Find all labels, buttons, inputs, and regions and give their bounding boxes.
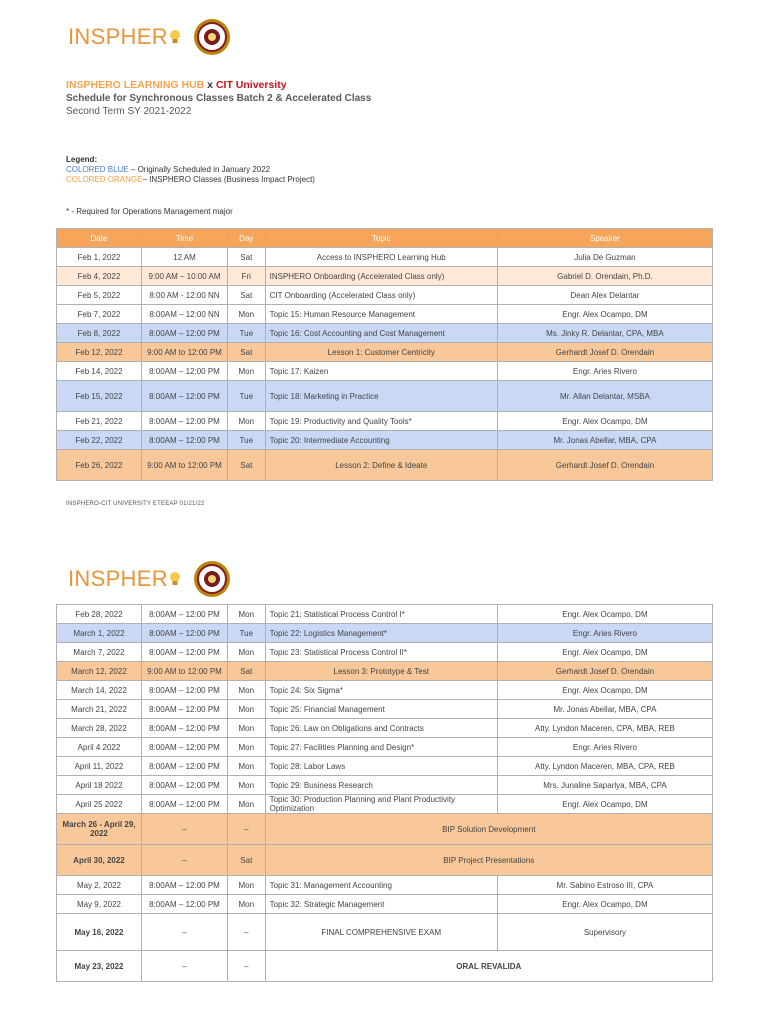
cell-time: 8:00AM – 12:00 PM [141,362,227,381]
cell-topic: Topic 24: Six Sigma* [265,681,497,700]
cell-time: 12 AM [141,248,227,267]
cell-date: Feb 14, 2022 [57,362,142,381]
cell-speaker: Atty. Lyndon Maceren, CPA, MBA, REB [497,719,712,738]
cell-topic: Topic 26: Law on Obligations and Contracts [265,719,497,738]
table-row [57,895,713,914]
cell-speaker: Engr. Alex Ocampo, DM [497,605,712,624]
legend-blue-desc: – Originally Scheduled in January 2022 [128,165,271,174]
cell-time: 8:00AM – 12:00 PM [141,795,227,814]
legend-orange-desc: – INSPHERO Classes (Business Impact Project) [142,175,315,184]
cell-date: April 4 2022 [57,738,142,757]
cell-time: 8:00AM – 12:00 NN [141,305,227,324]
cell-topic: Topic 32: Strategic Management [265,895,497,914]
column-header-topic: Topic [265,229,497,248]
header-x: x [204,79,216,91]
cell-time: 8:00AM – 12:00 PM [141,700,227,719]
cell-topic: Topic 31: Management Accounting [265,876,497,895]
cit-university-seal [193,560,231,598]
cell-date: Feb 28, 2022 [57,605,142,624]
cell-day: Mon [227,757,265,776]
legend-blue-key: COLORED BLUE [66,165,129,174]
cell-speaker: Engr. Alex Ocampo, DM [497,643,712,662]
legend [66,155,315,185]
lightbulb-icon [169,571,181,587]
cell-date: Feb 4, 2022 [57,267,142,286]
table-row [57,343,713,362]
cell-time: 8:00AM – 12:00 PM [141,757,227,776]
table-row [57,362,713,381]
table-row [57,738,713,757]
cell-day: Sat [227,845,265,876]
cell-topic: Topic 29: Business Research [265,776,497,795]
cell-topic: Topic 16: Cost Accounting and Cost Management [265,324,497,343]
cell-date: Feb 21, 2022 [57,412,142,431]
table-row [57,876,713,895]
legend-orange-entry [66,175,315,185]
cell-day: Mon [227,876,265,895]
cell-day: Sat [227,662,265,681]
cell-speaker: Engr. Aries Rivero [497,624,712,643]
lightbulb-icon [169,29,181,45]
cell-time: 8:00AM – 12:00 PM [141,624,227,643]
cell-date: April 30, 2022 [57,845,142,876]
cell-time: 8:00AM – 12:00 PM [141,412,227,431]
cell-time: – [141,914,227,951]
cell-time: – [141,845,227,876]
cell-day: Mon [227,776,265,795]
insphero-logo [68,18,231,56]
term-label: Second Term SY 2021-2022 [66,106,192,117]
cell-day: Sat [227,286,265,305]
cell-speaker: Supervisory [497,914,712,951]
cell-speaker: Gerhardt Josef D. Orendain [497,343,712,362]
cell-topic: Topic 22: Logistics Management* [265,624,497,643]
cell-date: April 18 2022 [57,776,142,795]
cell-date: Feb 26, 2022 [57,450,142,481]
cell-day: Tue [227,431,265,450]
table-header-row [57,229,713,248]
cell-time: – [141,814,227,845]
cell-day: Mon [227,681,265,700]
cell-time: 8:00AM – 12:00 PM [141,776,227,795]
cell-date: Feb 5, 2022 [57,286,142,305]
cell-speaker: Ms. Jinky R. Delantar, CPA, MBA [497,324,712,343]
cell-speaker: Engr. Aries Rivero [497,362,712,381]
cell-day: Mon [227,895,265,914]
table-row [57,662,713,681]
table-row [57,267,713,286]
table-row [57,643,713,662]
legend-blue-entry [66,165,315,175]
cell-day: – [227,951,265,982]
cell-day: Tue [227,381,265,412]
cell-time: 8:00AM – 12:00 PM [141,605,227,624]
cell-topic: Access to INSPHERO Learning Hub [265,248,497,267]
table-row [57,381,713,412]
cell-topic: CIT Onboarding (Accelerated Class only) [265,286,497,305]
cell-day: Mon [227,605,265,624]
cell-day: Fri [227,267,265,286]
column-header-speaker: Speaker [497,229,712,248]
required-note: * - Required for Operations Management major [66,207,233,216]
table-row [57,450,713,481]
cell-date: May 2, 2022 [57,876,142,895]
cell-day: Mon [227,643,265,662]
table-row [57,681,713,700]
header-title [66,79,287,91]
cell-speaker: Julia De Guzman [497,248,712,267]
cit-university-seal [193,18,231,56]
cell-topic: Topic 27: Facilities Planning and Design* [265,738,497,757]
cell-day: Mon [227,412,265,431]
column-header-time: Time [141,229,227,248]
cell-date: March 21, 2022 [57,700,142,719]
cell-topic: Topic 17: Kaizen [265,362,497,381]
table-row [57,700,713,719]
cell-time: 8:00AM – 12:00 PM [141,895,227,914]
cell-day: Sat [227,343,265,362]
table-row [57,286,713,305]
table-row [57,624,713,643]
table-row [57,914,713,951]
cell-day: Tue [227,624,265,643]
cell-day: Sat [227,450,265,481]
cell-speaker: Mr. Sabino Estroso III, CPA [497,876,712,895]
legend-orange-key: COLORED ORANGE [66,175,143,184]
table-row [57,248,713,267]
table-row [57,757,713,776]
schedule-table-1 [56,228,713,481]
cell-date: Feb 15, 2022 [57,381,142,412]
table-row [57,324,713,343]
cell-day: Sat [227,248,265,267]
cell-time: 8:00AM – 12:00 PM [141,738,227,757]
cell-time: 8:00 AM - 12:00 NN [141,286,227,305]
cell-topic: Topic 21: Statistical Process Control I* [265,605,497,624]
insphero-logo-page2 [68,560,231,598]
cell-time: 8:00AM – 12:00 PM [141,381,227,412]
cell-date: March 1, 2022 [57,624,142,643]
cell-time: 8:00AM – 12:00 PM [141,681,227,700]
cell-topic: Topic 30: Production Planning and Plant Productivity Optimization [265,795,497,814]
header-org: INSPHERO LEARNING HUB [66,79,205,91]
table-row [57,795,713,814]
legend-title: Legend: [66,155,98,164]
cell-day: Mon [227,700,265,719]
cell-time: 8:00AM – 12:00 PM [141,324,227,343]
cell-day: Mon [227,362,265,381]
logo-text: INSPHER [68,24,168,49]
cell-date: May 16, 2022 [57,914,142,951]
cell-speaker: Mrs. Junaline Saparlya, MBA, CPA [497,776,712,795]
cell-date: March 14, 2022 [57,681,142,700]
cell-speaker: Engr. Alex Ocampo, DM [497,895,712,914]
cell-date: April 25 2022 [57,795,142,814]
cell-topic: Topic 20: Intermediate Accounting [265,431,497,450]
cell-speaker: Engr. Alex Ocampo, DM [497,412,712,431]
footer-note: INSPHERO-CIT UNIVERSITY ETEEAP 01/21/22 [66,501,205,507]
cell-topic: BIP Solution Development [265,814,712,845]
cell-speaker: Gabriel D. Orendain, Ph.D. [497,267,712,286]
table-row [57,845,713,876]
cell-time: 8:00AM – 12:00 PM [141,643,227,662]
cell-topic: Topic 15: Human Resource Management [265,305,497,324]
cell-date: April 11, 2022 [57,757,142,776]
cell-speaker: Engr. Alex Ocampo, DM [497,795,712,814]
logo-text: INSPHER [68,566,168,591]
cell-time: 9:00 AM to 12:00 PM [141,450,227,481]
cell-day: Mon [227,795,265,814]
cell-topic: ORAL REVALIDA [265,951,712,982]
cell-time: 8:00AM – 12:00 PM [141,431,227,450]
cell-topic: Lesson 2: Define & Ideate [265,450,497,481]
cell-day: Mon [227,719,265,738]
schedule-title: Schedule for Synchronous Classes Batch 2 & Accelerated Class [66,93,372,104]
cell-speaker: Mr. Jonas Abellar, MBA, CPA [497,700,712,719]
cell-time: 9:00 AM – 10:00 AM [141,267,227,286]
cell-day: Mon [227,305,265,324]
cell-day: – [227,914,265,951]
cell-speaker: Atty. Lyndon Maceren, MBA, CPA, REB [497,757,712,776]
cell-time: 9:00 AM to 12:00 PM [141,343,227,362]
table-row [57,305,713,324]
cell-topic: Topic 25: Financial Management [265,700,497,719]
cell-topic: BIP Project Presentations [265,845,712,876]
cell-speaker: Mr. Jonas Abellar, MBA, CPA [497,431,712,450]
cell-speaker: Engr. Alex Ocampo, DM [497,681,712,700]
schedule-table-2 [56,604,713,982]
cell-day: – [227,814,265,845]
cell-time: 8:00AM – 12:00 PM [141,719,227,738]
cell-time: 8:00AM – 12:00 PM [141,876,227,895]
cell-date: March 12, 2022 [57,662,142,681]
cell-date: Feb 22, 2022 [57,431,142,450]
cell-time: – [141,951,227,982]
table-row [57,719,713,738]
cell-date: March 7, 2022 [57,643,142,662]
table-row [57,412,713,431]
cell-topic: Lesson 3: Prototype & Test [265,662,497,681]
cell-day: Tue [227,324,265,343]
cell-speaker: Mr. Allan Delantar, MSBA [497,381,712,412]
cell-topic: Topic 19: Productivity and Quality Tools* [265,412,497,431]
cell-topic: FINAL COMPREHENSIVE EXAM [265,914,497,951]
cell-topic: Topic 18: Marketing in Practice [265,381,497,412]
cell-speaker: Engr. Aries Rivero [497,738,712,757]
cell-speaker: Engr. Alex Ocampo, DM [497,305,712,324]
table-row [57,951,713,982]
cell-speaker: Gerhardt Josef D. Orendain [497,450,712,481]
cell-date: March 28, 2022 [57,719,142,738]
column-header-day: Day [227,229,265,248]
cell-speaker: Dean Alex Delantar [497,286,712,305]
header-university: CIT University [215,79,287,91]
column-header-date: Date [57,229,142,248]
cell-date: Feb 12, 2022 [57,343,142,362]
table-row [57,776,713,795]
cell-speaker: Gerhardt Josef D. Orendain [497,662,712,681]
cell-day: Mon [227,738,265,757]
cell-date: Feb 7, 2022 [57,305,142,324]
cell-date: Feb 8, 2022 [57,324,142,343]
table-row [57,814,713,845]
cell-date: May 9, 2022 [57,895,142,914]
table-row [57,431,713,450]
cell-date: May 23, 2022 [57,951,142,982]
cell-time: 9:00 AM to 12:00 PM [141,662,227,681]
cell-topic: INSPHERO Onboarding (Accelerated Class only) [265,267,497,286]
table-row [57,605,713,624]
cell-date: March 26 - April 29, 2022 [57,814,142,845]
cell-topic: Topic 28: Labor Laws [265,757,497,776]
cell-topic: Lesson 1: Customer Centricity [265,343,497,362]
cell-date: Feb 1, 2022 [57,248,142,267]
cell-topic: Topic 23: Statistical Process Control II* [265,643,497,662]
